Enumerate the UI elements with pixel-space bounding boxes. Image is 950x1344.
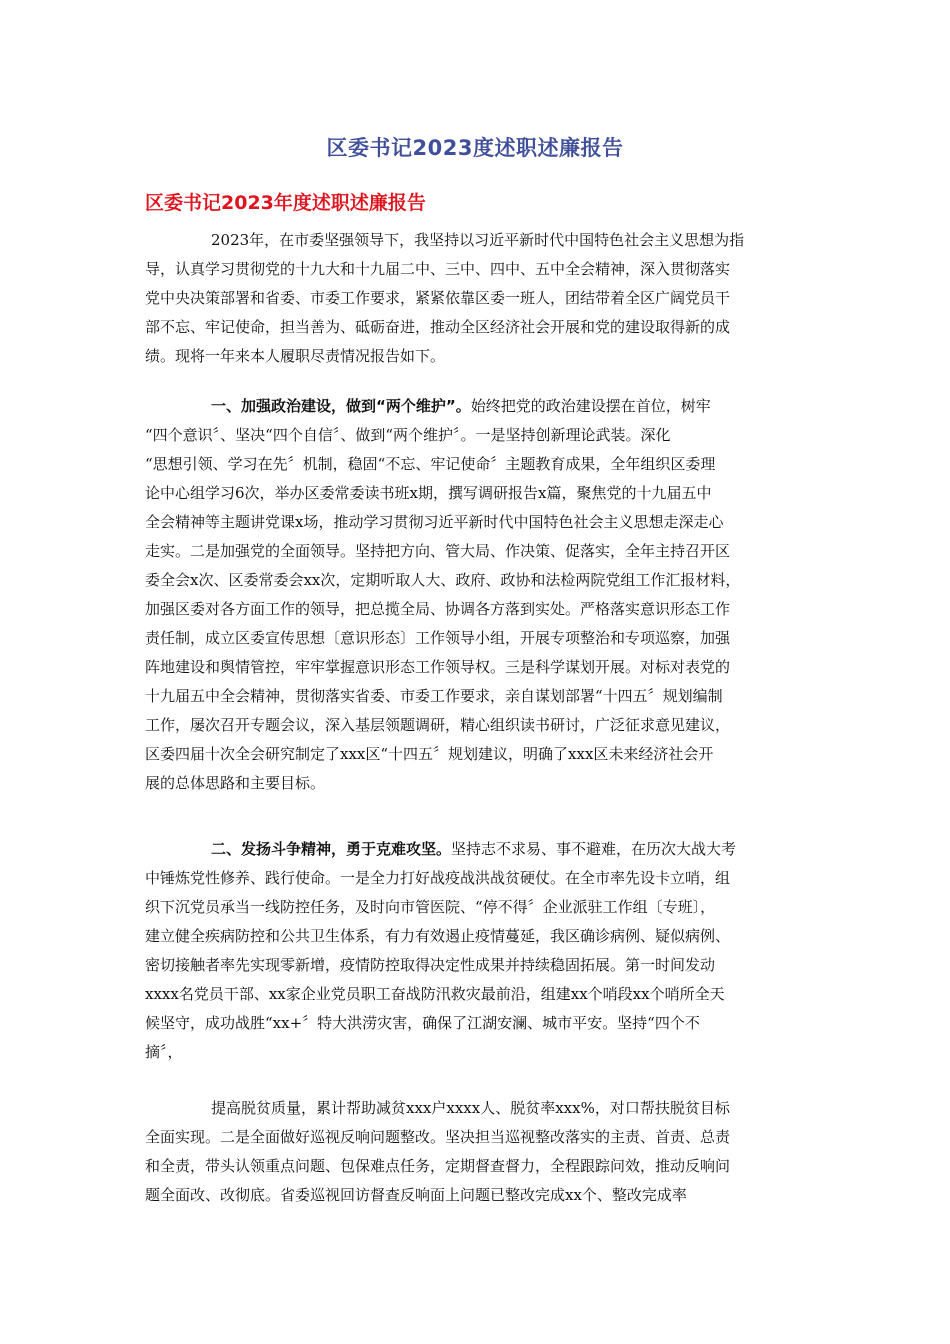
text-line: 论中心组学习6次，举办区委常委读书班x期，撰写调研报告x篇，聚焦党的十九届五中: [145, 484, 712, 502]
text-line: “思想引领、学习在先〞机制，稳固“不忘、牢记使命〞主题教育成果，全年组织区委理: [145, 455, 716, 473]
text-line: 加强区委对各方面工作的领导，把总揽全局、协调各方落到实处。严格落实意识形态工作: [145, 600, 731, 618]
text-line: 走实。二是加强党的全面领导。坚持把方向、管大局、作决策、促落实，全年主持召开区: [145, 542, 731, 560]
text-line: 候坚守，成功战胜“xx+〞特大洪涝灾害，确保了江湖安澜、城市平安。坚持“四个不: [145, 1014, 700, 1032]
text-line: 密切接触者率先实现零新增，疫情防控取得决定性成果并持续稳固拓展。第一时间发动: [145, 956, 716, 974]
text-line: 全面实现。二是全面做好巡视反响问题整改。坚决担当巡视整改落实的主责、首责、总责: [145, 1128, 731, 1146]
text-line: 展的总体思路和主要目标。: [145, 774, 326, 792]
text-line: 提高脱贫质量，累计帮助减贫xxx户xxxx人、脱贫率xxx%，对口帮扶脱贫目标: [211, 1099, 730, 1117]
text-line: 和全责，带头认领重点问题、包保难点任务，定期督查督力，全程跟踪问效，推动反响问: [145, 1157, 731, 1175]
text-line: 阵地建设和舆情管控，牢牢掌握意识形态工作领导权。三是科学谋划开展。对标对表党的: [145, 658, 731, 676]
section-two-paragraph: [145, 835, 813, 1067]
text-line: 织下沉党员承当一线防控任务，及时向市管医院、“停不得〞企业派驻工作组〔专班〕，: [145, 898, 716, 916]
text-line: 全会精神等主题讲党课x场，推动学习贯彻习近平新时代中国特色社会主义思想走深走心: [145, 513, 724, 531]
text-line: 委全会x次、区委常委会xx次，定期听取人大、政府、政协和法检两院党组工作汇报材料，: [145, 571, 741, 589]
text-fragment: 始终把党的政治建设摆在首位，树牢: [470, 397, 711, 415]
text-line: 区委四届十次全会研究制定了xxx区“十四五〞规划建议，明确了xxx区未来经济社会开: [145, 745, 714, 763]
report-subtitle: 区委书记2023年度述职述廉报告: [145, 192, 426, 214]
text-line: 2023年，在市委坚强领导下，我坚持以习近平新时代中国特色社会主义思想为指: [211, 231, 745, 249]
text-line: 党中央决策部署和省委、市委工作要求，紧紧依靠区委一班人，团结带着全区广阔党员干: [145, 289, 731, 307]
section-one-paragraph: [145, 392, 813, 798]
text-line: 绩。现将一年来本人履职尽责情况报告如下。: [145, 347, 446, 365]
section-one-heading: 一、加强政治建设，做到“两个维护”。: [211, 397, 471, 415]
intro-paragraph: [145, 226, 813, 371]
text-line: 部不忘、牢记使命，担当善为、砥砺奋进，推动全区经济社会开展和党的建设取得新的成: [145, 318, 731, 336]
text-fragment: 坚持志不求易、事不避难，在历次大战大考: [451, 840, 737, 858]
section-two-heading: 二、发扬斗争精神，勇于克难攻坚。: [211, 840, 452, 858]
text-line: [145, 392, 813, 421]
text-line: 责任制，成立区委宣传思想〔意识形态〕工作领导小组，开展专项整治和专项巡察，加强: [145, 629, 731, 647]
text-line: “四个意识〞、坚决“四个自信〞、做到“两个维护〞。一是坚持创新理论武装。深化: [145, 426, 671, 444]
text-line: 工作，屡次召开专题会议，深入基层领题调研，精心组织读书研讨，广泛征求意见建议，: [145, 716, 731, 734]
text-line: [145, 835, 813, 864]
text-line: 十九届五中全会精神，贯彻落实省委、市委工作要求，亲自谋划部署“十四五〞规划编制: [145, 687, 723, 705]
text-line: 中锤炼党性修养、践行使命。一是全力打好战疫战洪战贫硬仗。在全市率先设卡立哨，组: [145, 869, 731, 887]
continuation-paragraph: [145, 1094, 813, 1210]
text-line: 摘〞，: [145, 1043, 183, 1061]
text-line: 导，认真学习贯彻党的十九大和十九届二中、三中、四中、五中全会精神，深入贯彻落实: [145, 260, 731, 278]
text-line: 建立健全疾病防控和公共卫生体系，有力有效遏止疫情蔓延，我区确诊病例、疑似病例、: [145, 927, 731, 945]
text-line: 题全面改、改彻底。省委巡视回访督查反响面上问题已整改完成xx个、整改完成率: [145, 1186, 687, 1204]
text-line: xxxx名党员干部、xx家企业党员职工奋战防汛救灾最前沿，组建xx个哨段xx个哨所全天: [145, 985, 725, 1003]
document-title: 区委书记2023度述职述廉报告: [326, 136, 624, 160]
